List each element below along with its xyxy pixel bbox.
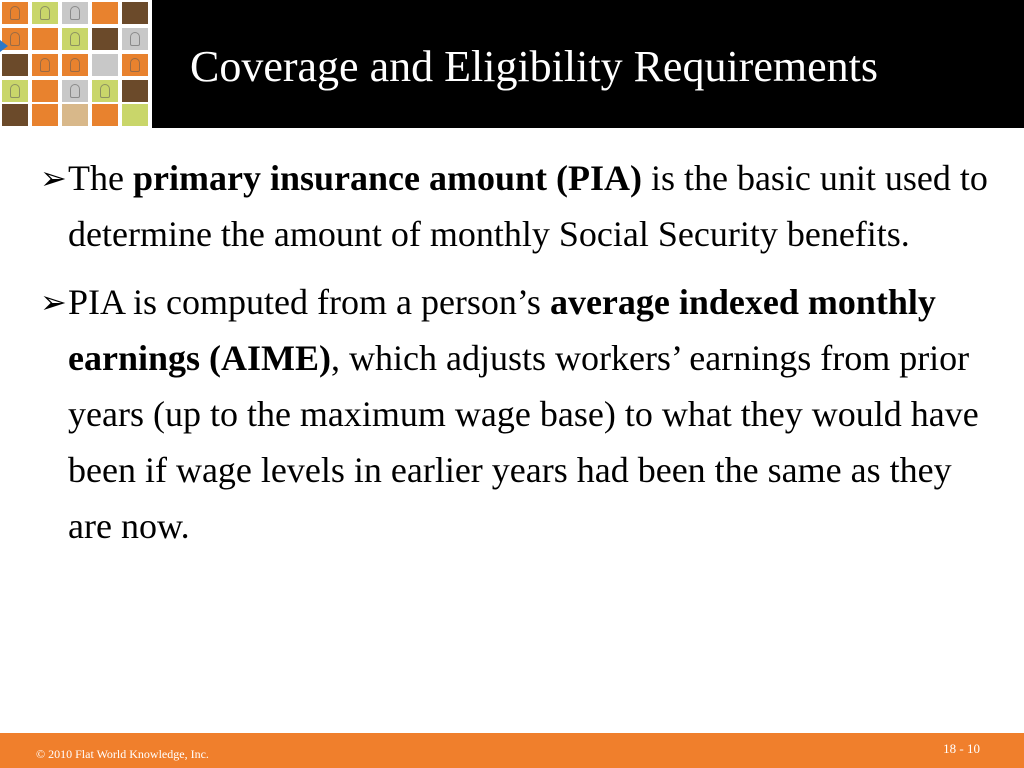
slide-header	[0, 0, 1024, 128]
copyright-text: © 2010 Flat World Knowledge, Inc.	[36, 747, 209, 761]
bullet-item	[40, 150, 1000, 262]
bullet-arrow-icon: ➢	[40, 159, 67, 197]
bullet-text-segment: , which adjusts workers’ earnings from prior years (up to the maximum wage base) to what they would have been if wage levels in earlier years had been the same as they are now.	[68, 338, 979, 546]
page-number: 18 - 10	[943, 741, 980, 756]
bullet-arrow-icon: ➢	[40, 283, 67, 321]
bullet-text-segment: is the basic unit used to determine the amount of monthly Social Security benefits.	[68, 158, 988, 254]
bullet-term-aime: average indexed monthly earnings (AIME)	[68, 282, 936, 378]
bullet-term-pia: primary insurance amount (PIA)	[132, 158, 642, 198]
slide-title: Coverage and Eligibility Requirements	[190, 42, 878, 91]
slide-body	[40, 150, 1000, 566]
bullet-text-segment: The	[68, 158, 133, 198]
bullet-item	[40, 274, 1000, 554]
slide-footer	[0, 733, 1024, 768]
bullet-text-segment: PIA is computed from a person’s	[68, 282, 550, 322]
people-mosaic-logo	[0, 0, 152, 128]
blue-arrow-icon	[0, 40, 8, 52]
